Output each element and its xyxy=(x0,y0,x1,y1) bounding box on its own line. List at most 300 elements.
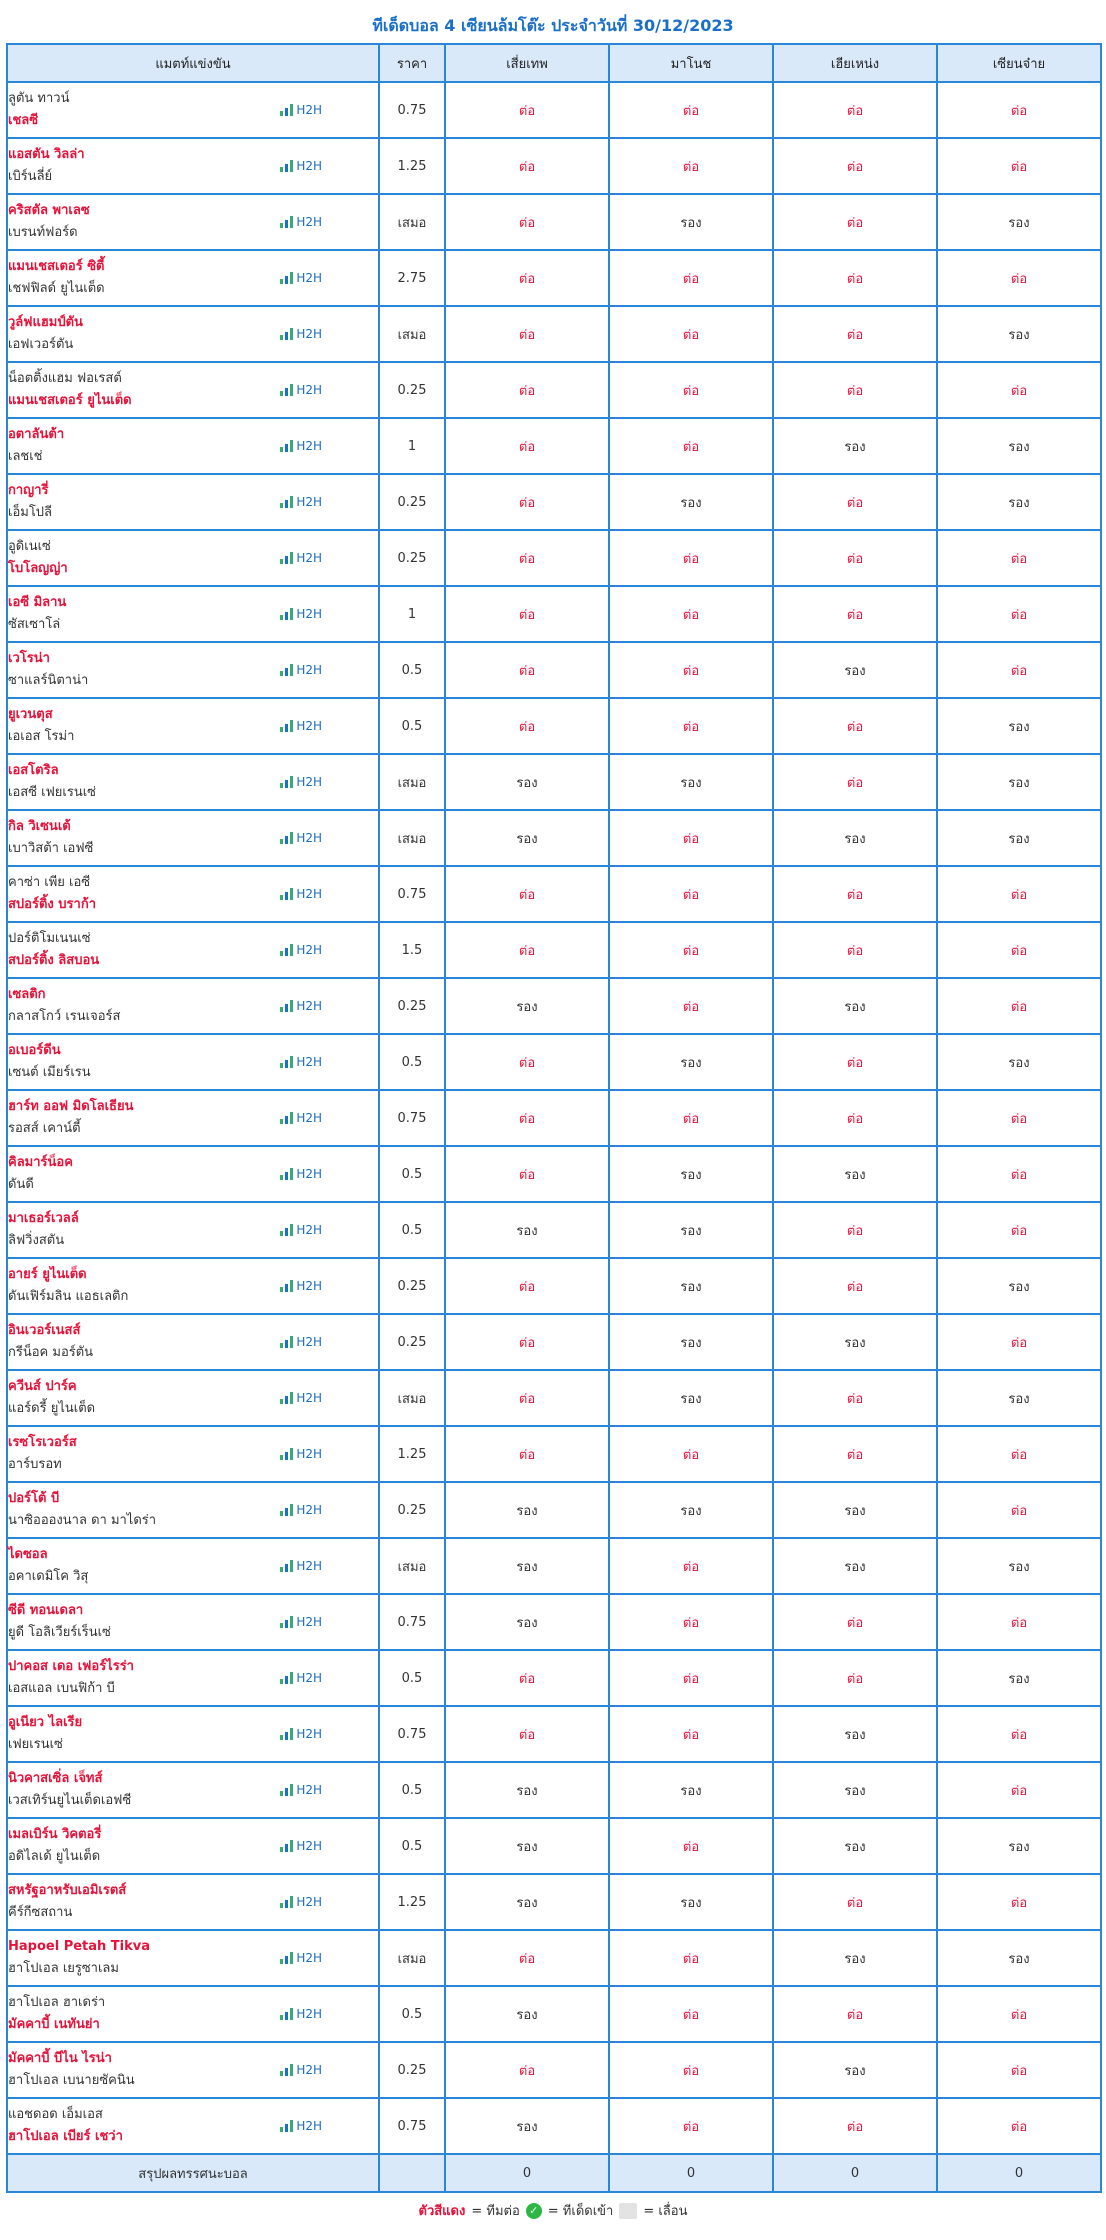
h2h-link[interactable] xyxy=(280,1503,322,1517)
stats-bars-icon xyxy=(280,1168,293,1180)
table-row xyxy=(7,306,1101,362)
table-row xyxy=(7,810,1101,866)
pick-cell-4: ต่อ xyxy=(937,978,1101,1034)
pick-cell-1: ต่อ xyxy=(445,922,609,978)
h2h-label: H2H xyxy=(296,1111,322,1125)
match-cell xyxy=(7,1986,379,2042)
pick-cell-1: ต่อ xyxy=(445,138,609,194)
summary-score-4: 0 xyxy=(937,2154,1101,2192)
pick-cell-1: ต่อ xyxy=(445,474,609,530)
h2h-label: H2H xyxy=(296,551,322,565)
away-team: อดิไลเด้ ยูไนเต็ด xyxy=(8,1849,101,1864)
pick-cell-2: รอง xyxy=(609,1482,773,1538)
match-cell xyxy=(7,362,379,418)
stats-bars-icon xyxy=(280,160,293,172)
price-cell: 1 xyxy=(379,418,445,474)
home-team: สหรัฐอาหรับเอมิเรตส์ xyxy=(8,1883,127,1898)
match-cell xyxy=(7,1258,379,1314)
pick-cell-3: ต่อ xyxy=(773,306,937,362)
stats-bars-icon xyxy=(280,2120,293,2132)
pick-cell-4: ต่อ xyxy=(937,530,1101,586)
pick-cell-4: ต่อ xyxy=(937,82,1101,138)
pick-cell-4: ต่อ xyxy=(937,586,1101,642)
pick-cell-4: ต่อ xyxy=(937,866,1101,922)
h2h-link[interactable] xyxy=(280,1391,322,1405)
h2h-link[interactable] xyxy=(280,159,322,173)
pick-cell-1: รอง xyxy=(445,1594,609,1650)
pick-cell-2: รอง xyxy=(609,194,773,250)
h2h-link[interactable] xyxy=(280,271,322,285)
pick-cell-3: ต่อ xyxy=(773,1034,937,1090)
table-header-row xyxy=(7,44,1101,82)
home-team: นิวคาสเซิ่ล เจ็ทส์ xyxy=(8,1771,103,1786)
pick-cell-1: ต่อ xyxy=(445,1034,609,1090)
h2h-link[interactable] xyxy=(280,1951,322,1965)
home-team: กาญารี่ xyxy=(8,483,49,498)
price-cell: 0.25 xyxy=(379,362,445,418)
h2h-link[interactable] xyxy=(280,1671,322,1685)
stats-bars-icon xyxy=(280,1280,293,1292)
pick-cell-4: รอง xyxy=(937,1370,1101,1426)
price-cell: 0.5 xyxy=(379,1986,445,2042)
pick-cell-2: ต่อ xyxy=(609,1706,773,1762)
table-row xyxy=(7,698,1101,754)
home-team: ยูเวนตุส xyxy=(8,707,53,722)
h2h-label: H2H xyxy=(296,159,322,173)
pick-cell-4: ต่อ xyxy=(937,922,1101,978)
away-team: เวสเทิร์นยูไนเต็ดเอฟซี xyxy=(8,1793,132,1808)
table-row xyxy=(7,1762,1101,1818)
home-team: กิล วิเซนเต้ xyxy=(8,819,71,834)
h2h-link[interactable] xyxy=(280,327,322,341)
table-row xyxy=(7,586,1101,642)
h2h-link[interactable] xyxy=(280,775,322,789)
pick-cell-2: ต่อ xyxy=(609,530,773,586)
home-team: น็อตติ้งแฮม ฟอเรสต์ xyxy=(8,371,122,386)
home-team: วูล์ฟแฮมป์ตัน xyxy=(8,315,83,330)
pick-cell-4: รอง xyxy=(937,1930,1101,1986)
h2h-label: H2H xyxy=(296,439,322,453)
pick-cell-4: ต่อ xyxy=(937,1146,1101,1202)
pick-cell-2: ต่อ xyxy=(609,250,773,306)
h2h-link[interactable] xyxy=(280,1839,322,1853)
pick-cell-2: รอง xyxy=(609,1762,773,1818)
pick-cell-2: ต่อ xyxy=(609,2098,773,2154)
stats-bars-icon xyxy=(280,1616,293,1628)
h2h-link[interactable] xyxy=(280,2119,322,2133)
pick-cell-4: ต่อ xyxy=(937,1762,1101,1818)
match-cell xyxy=(7,82,379,138)
pick-cell-4: ต่อ xyxy=(937,1986,1101,2042)
stats-bars-icon xyxy=(280,664,293,676)
home-team: อตาลันต้า xyxy=(8,427,65,442)
h2h-link[interactable] xyxy=(280,1615,322,1629)
price-cell: 1.25 xyxy=(379,1426,445,1482)
h2h-link[interactable] xyxy=(280,1335,322,1349)
summary-price-empty xyxy=(379,2154,445,2192)
pick-cell-2: ต่อ xyxy=(609,1818,773,1874)
pick-cell-3: ต่อ xyxy=(773,1986,937,2042)
h2h-link[interactable] xyxy=(280,1559,322,1573)
pick-cell-3: รอง xyxy=(773,978,937,1034)
h2h-link[interactable] xyxy=(280,831,322,845)
stats-bars-icon xyxy=(280,1504,293,1516)
pick-cell-1: รอง xyxy=(445,810,609,866)
h2h-label: H2H xyxy=(296,831,322,845)
h2h-link[interactable] xyxy=(280,103,322,117)
pick-cell-2: รอง xyxy=(609,1370,773,1426)
pick-cell-4: ต่อ xyxy=(937,2042,1101,2098)
h2h-link[interactable] xyxy=(280,1167,322,1181)
stats-bars-icon xyxy=(280,832,293,844)
pick-cell-4: ต่อ xyxy=(937,642,1101,698)
price-cell: 0.5 xyxy=(379,1202,445,1258)
h2h-label: H2H xyxy=(296,1615,322,1629)
price-cell: 0.25 xyxy=(379,978,445,1034)
pick-cell-2: ต่อ xyxy=(609,1090,773,1146)
match-cell xyxy=(7,138,379,194)
away-team: นาซิออองนาล ดา มาไดร่า xyxy=(8,1513,157,1528)
table-row xyxy=(7,1538,1101,1594)
h2h-link[interactable] xyxy=(280,1727,322,1741)
h2h-link[interactable] xyxy=(280,215,322,229)
price-cell: 0.75 xyxy=(379,1706,445,1762)
home-team: ปอร์ติโมเนนเซ่ xyxy=(8,931,91,946)
price-cell: 0.75 xyxy=(379,82,445,138)
h2h-link[interactable] xyxy=(280,999,322,1013)
match-cell xyxy=(7,474,379,530)
table-row xyxy=(7,2042,1101,2098)
h2h-link[interactable] xyxy=(280,1447,322,1461)
pick-cell-2: ต่อ xyxy=(609,698,773,754)
pick-cell-3: ต่อ xyxy=(773,1594,937,1650)
stats-bars-icon xyxy=(280,2064,293,2076)
legend-win-desc: = ทีเด็ดเข้า xyxy=(547,2204,614,2219)
pick-cell-2: ต่อ xyxy=(609,362,773,418)
match-cell xyxy=(7,1930,379,1986)
header-tipster-4: เซียนจ๋าย xyxy=(937,44,1101,82)
away-team: แอร์ดรี้ ยูไนเต็ด xyxy=(8,1401,96,1416)
h2h-label: H2H xyxy=(296,887,322,901)
stats-bars-icon xyxy=(280,1896,293,1908)
home-team: เซลติก xyxy=(8,987,46,1002)
price-cell: 1.25 xyxy=(379,1874,445,1930)
h2h-label: H2H xyxy=(296,719,322,733)
match-cell xyxy=(7,642,379,698)
price-cell: 0.5 xyxy=(379,1650,445,1706)
legend-red-desc: = ทีมต่อ xyxy=(471,2204,520,2219)
postpone-square-icon xyxy=(619,2203,637,2219)
home-team: อายร์ ยูไนเต็ด xyxy=(8,1267,87,1282)
away-team: ฮาโปเอล เยรูซาเลม xyxy=(8,1961,119,1976)
table-row xyxy=(7,474,1101,530)
stats-bars-icon xyxy=(280,1336,293,1348)
away-team: เบรนท์ฟอร์ด xyxy=(8,225,78,240)
h2h-link[interactable] xyxy=(280,1055,322,1069)
pick-cell-3: รอง xyxy=(773,1146,937,1202)
header-tipster-1: เสี่ยเทพ xyxy=(445,44,609,82)
h2h-link[interactable] xyxy=(280,2007,322,2021)
price-cell: 2.75 xyxy=(379,250,445,306)
pick-cell-3: รอง xyxy=(773,1706,937,1762)
h2h-label: H2H xyxy=(296,1335,322,1349)
h2h-label: H2H xyxy=(296,103,322,117)
h2h-link[interactable] xyxy=(280,1223,322,1237)
h2h-label: H2H xyxy=(296,2063,322,2077)
home-team: ปอร์โต้ บี xyxy=(8,1491,60,1506)
h2h-link[interactable] xyxy=(280,439,322,453)
price-cell: 1.25 xyxy=(379,138,445,194)
h2h-label: H2H xyxy=(296,1671,322,1685)
home-team: มัคคาบี้ บีไน ไรน่า xyxy=(8,2051,112,2066)
away-team: ซาแลร์นิตาน่า xyxy=(8,673,89,688)
away-team: เบาวิสต้า เอฟซี xyxy=(8,841,94,856)
price-cell: เสมอ xyxy=(379,1930,445,1986)
h2h-label: H2H xyxy=(296,1559,322,1573)
away-team: สปอร์ติ้ง บราก้า xyxy=(8,897,96,912)
stats-bars-icon xyxy=(280,1840,293,1852)
h2h-link[interactable] xyxy=(280,1279,322,1293)
h2h-link[interactable] xyxy=(280,383,322,397)
pick-cell-1: ต่อ xyxy=(445,586,609,642)
pick-cell-4: ต่อ xyxy=(937,250,1101,306)
h2h-label: H2H xyxy=(296,327,322,341)
price-cell: เสมอ xyxy=(379,1370,445,1426)
pick-cell-2: รอง xyxy=(609,1202,773,1258)
h2h-label: H2H xyxy=(296,1055,322,1069)
table-row xyxy=(7,418,1101,474)
away-team: เอสซี เฟยเรนเซ่ xyxy=(8,785,96,800)
h2h-label: H2H xyxy=(296,383,322,397)
table-row xyxy=(7,922,1101,978)
pick-cell-3: ต่อ xyxy=(773,138,937,194)
price-cell: 0.25 xyxy=(379,530,445,586)
legend-postpone-desc: = เลื่อน xyxy=(643,2204,688,2219)
stats-bars-icon xyxy=(280,552,293,564)
pick-cell-3: ต่อ xyxy=(773,82,937,138)
pick-cell-2: ต่อ xyxy=(609,922,773,978)
pick-cell-3: ต่อ xyxy=(773,698,937,754)
match-cell xyxy=(7,2042,379,2098)
pick-cell-4: ต่อ xyxy=(937,362,1101,418)
stats-bars-icon xyxy=(280,1000,293,1012)
table-row xyxy=(7,978,1101,1034)
stats-bars-icon xyxy=(280,1672,293,1684)
price-cell: เสมอ xyxy=(379,194,445,250)
legend-red-label: ตัวสีแดง xyxy=(418,2204,466,2219)
header-tipster-3: เฮียเหน่ง xyxy=(773,44,937,82)
h2h-link[interactable] xyxy=(280,607,322,621)
price-cell: 0.75 xyxy=(379,1090,445,1146)
pick-cell-4: รอง xyxy=(937,1034,1101,1090)
pick-cell-4: รอง xyxy=(937,306,1101,362)
stats-bars-icon xyxy=(280,720,293,732)
price-cell: 0.25 xyxy=(379,1314,445,1370)
pick-cell-2: รอง xyxy=(609,474,773,530)
match-cell xyxy=(7,586,379,642)
stats-bars-icon xyxy=(280,1056,293,1068)
pick-cell-3: ต่อ xyxy=(773,530,937,586)
stats-bars-icon xyxy=(280,1392,293,1404)
pick-cell-4: รอง xyxy=(937,1538,1101,1594)
away-team: เฟยเรนเซ่ xyxy=(8,1737,63,1752)
h2h-link[interactable] xyxy=(280,1111,322,1125)
header-match: แมตท์แข่งขัน xyxy=(7,44,379,82)
table-row xyxy=(7,1370,1101,1426)
pick-cell-2: ต่อ xyxy=(609,1426,773,1482)
pick-cell-2: ต่อ xyxy=(609,1594,773,1650)
away-team: ดันเฟิร์มลิน แอธเลติก xyxy=(8,1289,129,1304)
match-cell xyxy=(7,1314,379,1370)
pick-cell-3: ต่อ xyxy=(773,1202,937,1258)
stats-bars-icon xyxy=(280,1728,293,1740)
pick-cell-4: ต่อ xyxy=(937,1874,1101,1930)
h2h-link[interactable] xyxy=(280,495,322,509)
pick-cell-1: ต่อ xyxy=(445,698,609,754)
pick-cell-4: รอง xyxy=(937,194,1101,250)
h2h-label: H2H xyxy=(296,271,322,285)
pick-cell-1: ต่อ xyxy=(445,1930,609,1986)
pick-cell-3: รอง xyxy=(773,1930,937,1986)
away-team: เลชเช่ xyxy=(8,449,43,464)
table-row xyxy=(7,1314,1101,1370)
pick-cell-1: ต่อ xyxy=(445,82,609,138)
home-team: อูดิเนเซ่ xyxy=(8,539,51,554)
h2h-link[interactable] xyxy=(280,1895,322,1909)
pick-cell-2: ต่อ xyxy=(609,586,773,642)
pick-cell-2: รอง xyxy=(609,754,773,810)
stats-bars-icon xyxy=(280,1224,293,1236)
h2h-label: H2H xyxy=(296,943,322,957)
match-cell xyxy=(7,1202,379,1258)
h2h-label: H2H xyxy=(296,1167,322,1181)
h2h-link[interactable] xyxy=(280,663,322,677)
h2h-label: H2H xyxy=(296,1447,322,1461)
h2h-link[interactable] xyxy=(280,2063,322,2077)
match-cell xyxy=(7,1090,379,1146)
price-cell: 0.75 xyxy=(379,2098,445,2154)
price-cell: 1.5 xyxy=(379,922,445,978)
pick-cell-1: ต่อ xyxy=(445,1090,609,1146)
match-cell xyxy=(7,418,379,474)
price-cell: 0.5 xyxy=(379,1818,445,1874)
home-team: มาเธอร์เวลล์ xyxy=(8,1211,79,1226)
match-cell xyxy=(7,194,379,250)
h2h-link[interactable] xyxy=(280,551,322,565)
pick-cell-1: รอง xyxy=(445,2098,609,2154)
stats-bars-icon xyxy=(280,104,293,116)
pick-cell-3: ต่อ xyxy=(773,2098,937,2154)
home-team: อูเนียว ไลเรีย xyxy=(8,1715,83,1730)
table-row xyxy=(7,1706,1101,1762)
price-cell: 0.25 xyxy=(379,1482,445,1538)
price-cell: 0.5 xyxy=(379,642,445,698)
table-row xyxy=(7,1034,1101,1090)
match-cell xyxy=(7,866,379,922)
pick-cell-1: ต่อ xyxy=(445,1258,609,1314)
pick-cell-4: รอง xyxy=(937,810,1101,866)
price-cell: 0.5 xyxy=(379,1034,445,1090)
price-cell: เสมอ xyxy=(379,306,445,362)
table-row xyxy=(7,1146,1101,1202)
away-team: เอสแอล เบนฟิก้า บี xyxy=(8,1681,115,1696)
pick-cell-3: ต่อ xyxy=(773,474,937,530)
h2h-label: H2H xyxy=(296,775,322,789)
away-team: คีร์กีซสถาน xyxy=(8,1905,73,1920)
h2h-label: H2H xyxy=(296,1783,322,1797)
pick-cell-4: รอง xyxy=(937,418,1101,474)
h2h-label: H2H xyxy=(296,1279,322,1293)
h2h-label: H2H xyxy=(296,2007,322,2021)
summary-score-2: 0 xyxy=(609,2154,773,2192)
home-team: แอสตัน วิลล่า xyxy=(8,147,85,162)
match-cell xyxy=(7,1034,379,1090)
pick-cell-4: ต่อ xyxy=(937,1482,1101,1538)
h2h-link[interactable] xyxy=(280,719,322,733)
stats-bars-icon xyxy=(280,1952,293,1964)
home-team: ปาคอส เดอ เฟอร์ไรร่า xyxy=(8,1659,134,1674)
stats-bars-icon xyxy=(280,1784,293,1796)
away-team: กรีน็อค มอร์ตัน xyxy=(8,1345,94,1360)
home-team: เรซโรเวอร์ส xyxy=(8,1435,77,1450)
h2h-label: H2H xyxy=(296,1727,322,1741)
price-cell: 0.75 xyxy=(379,1594,445,1650)
table-row xyxy=(7,754,1101,810)
price-cell: 0.5 xyxy=(379,1146,445,1202)
stats-bars-icon xyxy=(280,384,293,396)
away-team: ยูดี โอลิเวียร์เร็นเซ่ xyxy=(8,1625,111,1640)
pick-cell-4: ต่อ xyxy=(937,1706,1101,1762)
pick-cell-1: ต่อ xyxy=(445,1146,609,1202)
h2h-link[interactable] xyxy=(280,1783,322,1797)
home-team: ฮาร์ท ออฟ มิดโลเธียน xyxy=(8,1099,134,1114)
price-cell: เสมอ xyxy=(379,810,445,866)
match-cell xyxy=(7,2098,379,2154)
h2h-label: H2H xyxy=(296,1391,322,1405)
home-team: ไดซอล xyxy=(8,1547,48,1562)
h2h-link[interactable] xyxy=(280,943,322,957)
table-row xyxy=(7,1930,1101,1986)
match-cell xyxy=(7,1370,379,1426)
h2h-link[interactable] xyxy=(280,887,322,901)
price-cell: 0.5 xyxy=(379,698,445,754)
price-cell: 0.5 xyxy=(379,1762,445,1818)
pick-cell-2: ต่อ xyxy=(609,82,773,138)
pick-cell-3: ต่อ xyxy=(773,362,937,418)
h2h-label: H2H xyxy=(296,1839,322,1853)
pick-cell-1: ต่อ xyxy=(445,194,609,250)
match-cell xyxy=(7,1482,379,1538)
pick-cell-3: รอง xyxy=(773,1762,937,1818)
pick-cell-1: รอง xyxy=(445,1538,609,1594)
pick-cell-1: รอง xyxy=(445,1482,609,1538)
stats-bars-icon xyxy=(280,2008,293,2020)
stats-bars-icon xyxy=(280,440,293,452)
table-row xyxy=(7,642,1101,698)
stats-bars-icon xyxy=(280,1560,293,1572)
home-team: ฮาโปเอล ฮาเดร่า xyxy=(8,1995,106,2010)
summary-label: สรุปผลทรรศนะบอล xyxy=(7,2154,379,2192)
away-team: เซนต์ เมียร์เรน xyxy=(8,1065,91,1080)
price-cell: 1 xyxy=(379,586,445,642)
pick-cell-1: ต่อ xyxy=(445,1706,609,1762)
away-team: กลาสโกว์ เรนเจอร์ส xyxy=(8,1009,121,1024)
pick-cell-3: ต่อ xyxy=(773,866,937,922)
match-cell xyxy=(7,1874,379,1930)
home-team: ควีนส์ ปาร์ค xyxy=(8,1379,77,1394)
pick-cell-1: รอง xyxy=(445,978,609,1034)
pick-cell-4: ต่อ xyxy=(937,1090,1101,1146)
